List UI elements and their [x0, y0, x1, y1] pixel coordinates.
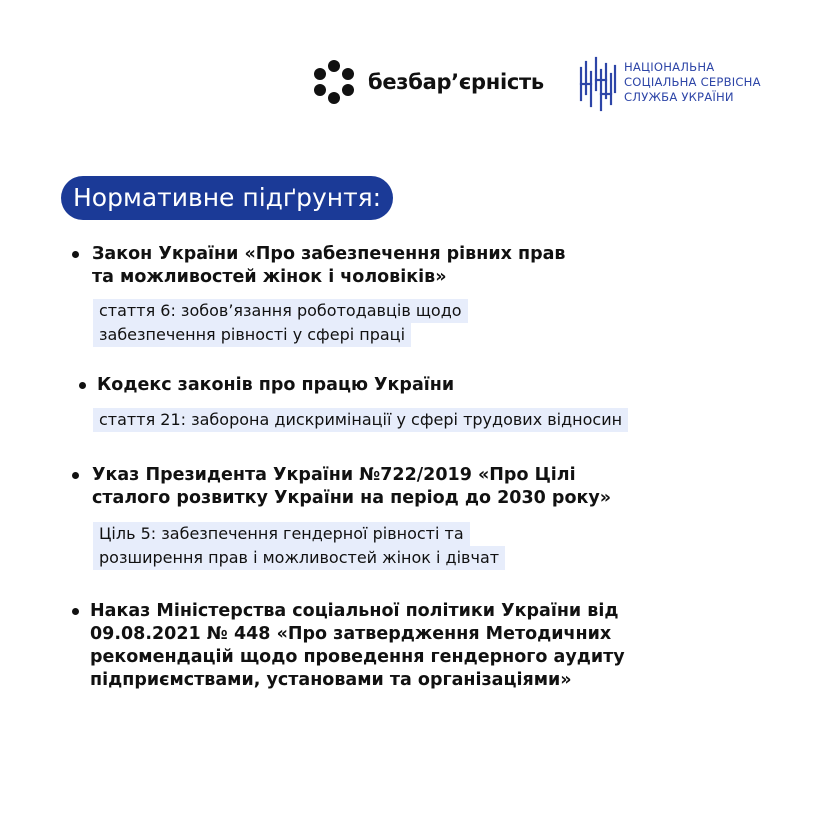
bullet-icon: [72, 608, 79, 615]
bullet-icon: [72, 251, 79, 258]
item-note: стаття 6: зобов’язання роботодавців щодо забезпечення рівності у сфері праці: [93, 299, 468, 347]
item-title: Закон України «Про забезпечення рівних прав та можливостей жінок і чоловіків»: [92, 244, 566, 287]
agency-name: [624, 60, 761, 105]
item-title: Кодекс законів про працю України: [97, 375, 455, 395]
bullet-icon: [79, 382, 86, 389]
agency-name-line: НАЦІОНАЛЬНА: [624, 59, 715, 74]
nsss-emblem-icon: [578, 50, 618, 114]
item-title: Наказ Міністерства соціальної політики України від 09.08.2021 № 448 «Про затвердження Методичних рекомендацій щодо проведення гендерного аудиту підприємствами, установами та організаціями»: [90, 601, 625, 690]
page-title: Нормативне підґрунтя:: [61, 176, 393, 220]
agency-name-line: СОЦІАЛЬНА СЕРВІСНА: [624, 74, 761, 89]
bezbarierinist-logo: [312, 60, 544, 104]
item-title: Указ Президента України №722/2019 «Про Цілі сталого розвитку України на період до 2030 року»: [92, 465, 612, 508]
item-note: стаття 21: заборона дискримінації у сфері трудових відносин: [93, 408, 628, 432]
dots-flower-icon: [312, 60, 356, 104]
agency-name-line: СЛУЖБА УКРАЇНИ: [624, 89, 734, 104]
agency-logo: [578, 50, 761, 114]
item-note: Ціль 5: забезпечення гендерної рівності та розширення прав і можливостей жінок і дівчат: [93, 522, 505, 570]
brand-wordmark: безбар’єрність: [368, 70, 544, 94]
bullet-icon: [72, 472, 79, 479]
